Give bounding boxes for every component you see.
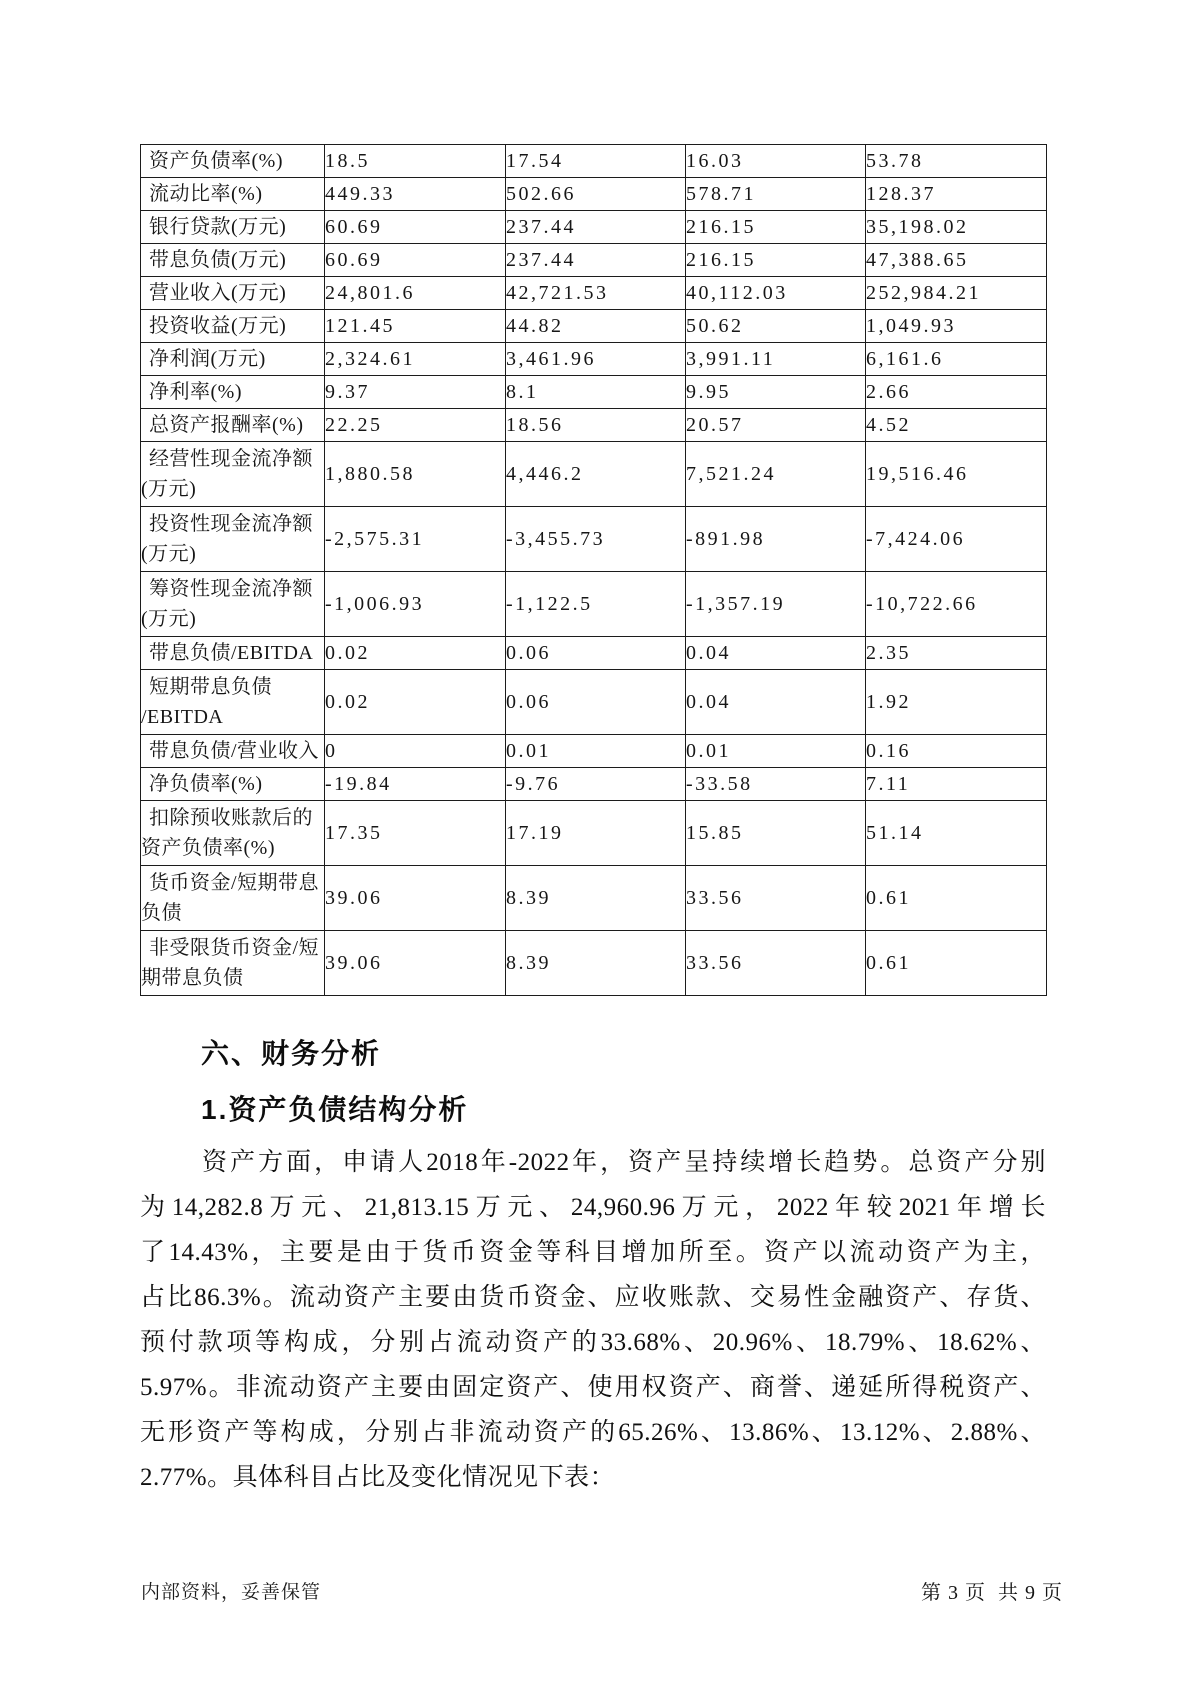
metric-value-cell: -10,722.66 [866, 572, 1047, 637]
metric-value-cell: 33.56 [686, 866, 866, 931]
metric-label-cell [141, 768, 325, 801]
metric-label-line: 总资产报酬率(%) [149, 414, 304, 436]
metric-value-cell: 18.56 [506, 409, 686, 442]
subsection-heading: 1.资产负债结构分析 [201, 1094, 469, 1125]
table-row [141, 442, 1047, 507]
metric-value-cell: 2,324.61 [325, 343, 506, 376]
table-row [141, 310, 1047, 343]
metric-label-line: 带息负债/EBITDA [149, 642, 314, 664]
metric-value-cell: 237.44 [506, 244, 686, 277]
metric-label-line: /EBITDA [141, 706, 224, 728]
metric-label-line: 非受限货币资金/短 [149, 937, 320, 959]
metric-label-cell [141, 145, 325, 178]
table-row [141, 572, 1047, 637]
metric-value-cell: 449.33 [325, 178, 506, 211]
financial-metrics-table [140, 144, 1047, 996]
metric-value-cell: 4.52 [866, 409, 1047, 442]
metric-value-cell: 44.82 [506, 310, 686, 343]
paragraph-line: 5.97%。非流动资产主要由固定资产、使用权资产、商誉、递延所得税资产、 [140, 1374, 1046, 1401]
metric-label-line: 净利率(%) [149, 381, 242, 403]
metric-label-cell [141, 866, 325, 931]
paragraph-line: 占比86.3%。流动资产主要由货币资金、应收账款、交易性金融资产、存货、 [140, 1284, 1046, 1311]
metric-value-cell: -3,455.73 [506, 507, 686, 572]
metric-label-line: 期带息负债 [141, 967, 244, 989]
metric-label-cell [141, 343, 325, 376]
metric-value-cell: 0.01 [506, 735, 686, 768]
metric-value-cell: 9.37 [325, 376, 506, 409]
metric-value-cell: 17.19 [506, 801, 686, 866]
metric-value-cell: 0.06 [506, 670, 686, 735]
table-row [141, 277, 1047, 310]
metric-label-cell [141, 670, 325, 735]
metric-value-cell: 50.62 [686, 310, 866, 343]
metric-value-cell: 237.44 [506, 211, 686, 244]
paragraph-line: 无形资产等构成，分别占非流动资产的65.26%、13.86%、13.12%、2.88%、 [140, 1419, 1046, 1446]
metric-value-cell: -9.76 [506, 768, 686, 801]
financial-table-body [141, 145, 1047, 996]
table-row [141, 735, 1047, 768]
metric-label-cell [141, 409, 325, 442]
paragraph-line: 资产方面，申请人2018年-2022年，资产呈持续增长趋势。总资产分别 [202, 1149, 1046, 1176]
metric-label-cell [141, 572, 325, 637]
metric-value-cell: 22.25 [325, 409, 506, 442]
metric-value-cell: -1,357.19 [686, 572, 866, 637]
table-row [141, 244, 1047, 277]
metric-label-line: 带息负债/营业收入 [149, 740, 320, 762]
metric-value-cell: 0.16 [866, 735, 1047, 768]
metric-value-cell: 0.06 [506, 637, 686, 670]
metric-value-cell: -2,575.31 [325, 507, 506, 572]
metric-label-line: 资产负债率(%) [149, 150, 283, 172]
metric-value-cell: 3,461.96 [506, 343, 686, 376]
metric-value-cell: 39.06 [325, 931, 506, 996]
metric-value-cell: 60.69 [325, 211, 506, 244]
metric-value-cell: 16.03 [686, 145, 866, 178]
metric-label-line: 投资收益(万元) [149, 315, 287, 337]
metric-value-cell: 39.06 [325, 866, 506, 931]
metric-value-cell: 0.04 [686, 637, 866, 670]
metric-label-line: (万元) [141, 608, 197, 630]
metric-value-cell: 20.57 [686, 409, 866, 442]
paragraph-line: 为14,282.8万元、21,813.15万元、24,960.96万元，2022年较2021年增长 [140, 1194, 1046, 1221]
metric-label-cell [141, 801, 325, 866]
metric-value-cell: 502.66 [506, 178, 686, 211]
metric-value-cell: 2.35 [866, 637, 1047, 670]
metric-label-line: 负债 [141, 902, 182, 924]
metric-value-cell: -7,424.06 [866, 507, 1047, 572]
section-heading: 六、财务分析 [201, 1038, 382, 1069]
metric-value-cell: 0.02 [325, 637, 506, 670]
metric-value-cell: -1,006.93 [325, 572, 506, 637]
table-row [141, 409, 1047, 442]
metric-value-cell: 216.15 [686, 211, 866, 244]
metric-label-line: 扣除预收账款后的 [149, 807, 313, 829]
metric-value-cell: 9.95 [686, 376, 866, 409]
metric-label-cell [141, 211, 325, 244]
table-row [141, 637, 1047, 670]
metric-value-cell: 0.01 [686, 735, 866, 768]
metric-value-cell: 2.66 [866, 376, 1047, 409]
metric-value-cell: 47,388.65 [866, 244, 1047, 277]
metric-value-cell: 6,161.6 [866, 343, 1047, 376]
metric-label-line: (万元) [141, 478, 197, 500]
metric-label-line: 银行贷款(万元) [149, 216, 287, 238]
metric-value-cell: -33.58 [686, 768, 866, 801]
metric-value-cell: 4,446.2 [506, 442, 686, 507]
metric-label-cell [141, 931, 325, 996]
metric-value-cell: 252,984.21 [866, 277, 1047, 310]
metric-value-cell: 7.11 [866, 768, 1047, 801]
footer-confidential-note: 内部资料，妥善保管 [141, 1582, 322, 1603]
metric-label-line: 投资性现金流净额 [149, 513, 313, 535]
metric-value-cell: 35,198.02 [866, 211, 1047, 244]
metric-value-cell: 60.69 [325, 244, 506, 277]
metric-label-cell [141, 735, 325, 768]
metric-label-line: (万元) [141, 543, 197, 565]
paragraph-line: 预付款项等构成，分别占流动资产的33.68%、20.96%、18.79%、18.62%、 [140, 1329, 1046, 1356]
metric-label-line: 经营性现金流净额 [149, 448, 313, 470]
metric-value-cell: 8.1 [506, 376, 686, 409]
metric-value-cell: 3,991.11 [686, 343, 866, 376]
metric-value-cell: 7,521.24 [686, 442, 866, 507]
metric-label-cell [141, 178, 325, 211]
table-row [141, 507, 1047, 572]
metric-value-cell: 1,880.58 [325, 442, 506, 507]
metric-label-line: 净负债率(%) [149, 773, 263, 795]
metric-value-cell: 0.04 [686, 670, 866, 735]
metric-value-cell: 0 [325, 735, 506, 768]
metric-value-cell: 121.45 [325, 310, 506, 343]
table-row [141, 376, 1047, 409]
metric-label-cell [141, 310, 325, 343]
metric-value-cell: 128.37 [866, 178, 1047, 211]
metric-value-cell: 53.78 [866, 145, 1047, 178]
metric-label-line: 营业收入(万元) [149, 282, 287, 304]
metric-label-line: 短期带息负债 [149, 676, 272, 698]
metric-value-cell: 0.02 [325, 670, 506, 735]
metric-value-cell: 33.56 [686, 931, 866, 996]
table-row [141, 866, 1047, 931]
metric-label-line: 净利润(万元) [149, 348, 266, 370]
metric-label-cell [141, 637, 325, 670]
metric-value-cell: 19,516.46 [866, 442, 1047, 507]
table-row [141, 343, 1047, 376]
metric-value-cell: 17.35 [325, 801, 506, 866]
metric-value-cell: 8.39 [506, 866, 686, 931]
metric-value-cell: 17.54 [506, 145, 686, 178]
metric-value-cell: 51.14 [866, 801, 1047, 866]
table-row [141, 670, 1047, 735]
metric-label-line: 资产负债率(%) [141, 837, 275, 859]
metric-label-line: 筹资性现金流净额 [149, 578, 313, 600]
paragraph-line: 2.77%。具体科目占比及变化情况见下表： [140, 1464, 616, 1491]
paragraph-line: 了14.43%，主要是由于货币资金等科目增加所至。资产以流动资产为主， [140, 1239, 1046, 1266]
metric-value-cell: 18.5 [325, 145, 506, 178]
metric-value-cell: 578.71 [686, 178, 866, 211]
metric-value-cell: 8.39 [506, 931, 686, 996]
metric-value-cell: -891.98 [686, 507, 866, 572]
metric-label-cell [141, 376, 325, 409]
table-row [141, 145, 1047, 178]
metric-label-cell [141, 442, 325, 507]
metric-value-cell: 0.61 [866, 866, 1047, 931]
metric-value-cell: 42,721.53 [506, 277, 686, 310]
metric-label-cell [141, 507, 325, 572]
metric-label-cell [141, 244, 325, 277]
metric-value-cell: 40,112.03 [686, 277, 866, 310]
metric-value-cell: 1,049.93 [866, 310, 1047, 343]
metric-value-cell: 0.61 [866, 931, 1047, 996]
table-row [141, 211, 1047, 244]
footer-page-number: 第 3 页 共 9 页 [921, 1582, 1063, 1604]
table-row [141, 768, 1047, 801]
analysis-paragraph [140, 1140, 1046, 1500]
metric-value-cell: 216.15 [686, 244, 866, 277]
table-row [141, 178, 1047, 211]
table-row [141, 931, 1047, 996]
metric-value-cell: 24,801.6 [325, 277, 506, 310]
metric-label-line: 流动比率(%) [149, 183, 263, 205]
metric-label-cell [141, 277, 325, 310]
metric-label-line: 货币资金/短期带息 [149, 872, 320, 894]
metric-value-cell: -19.84 [325, 768, 506, 801]
metric-value-cell: 1.92 [866, 670, 1047, 735]
metric-value-cell: 15.85 [686, 801, 866, 866]
table-row [141, 801, 1047, 866]
metric-label-line: 带息负债(万元) [149, 249, 287, 271]
metric-value-cell: -1,122.5 [506, 572, 686, 637]
